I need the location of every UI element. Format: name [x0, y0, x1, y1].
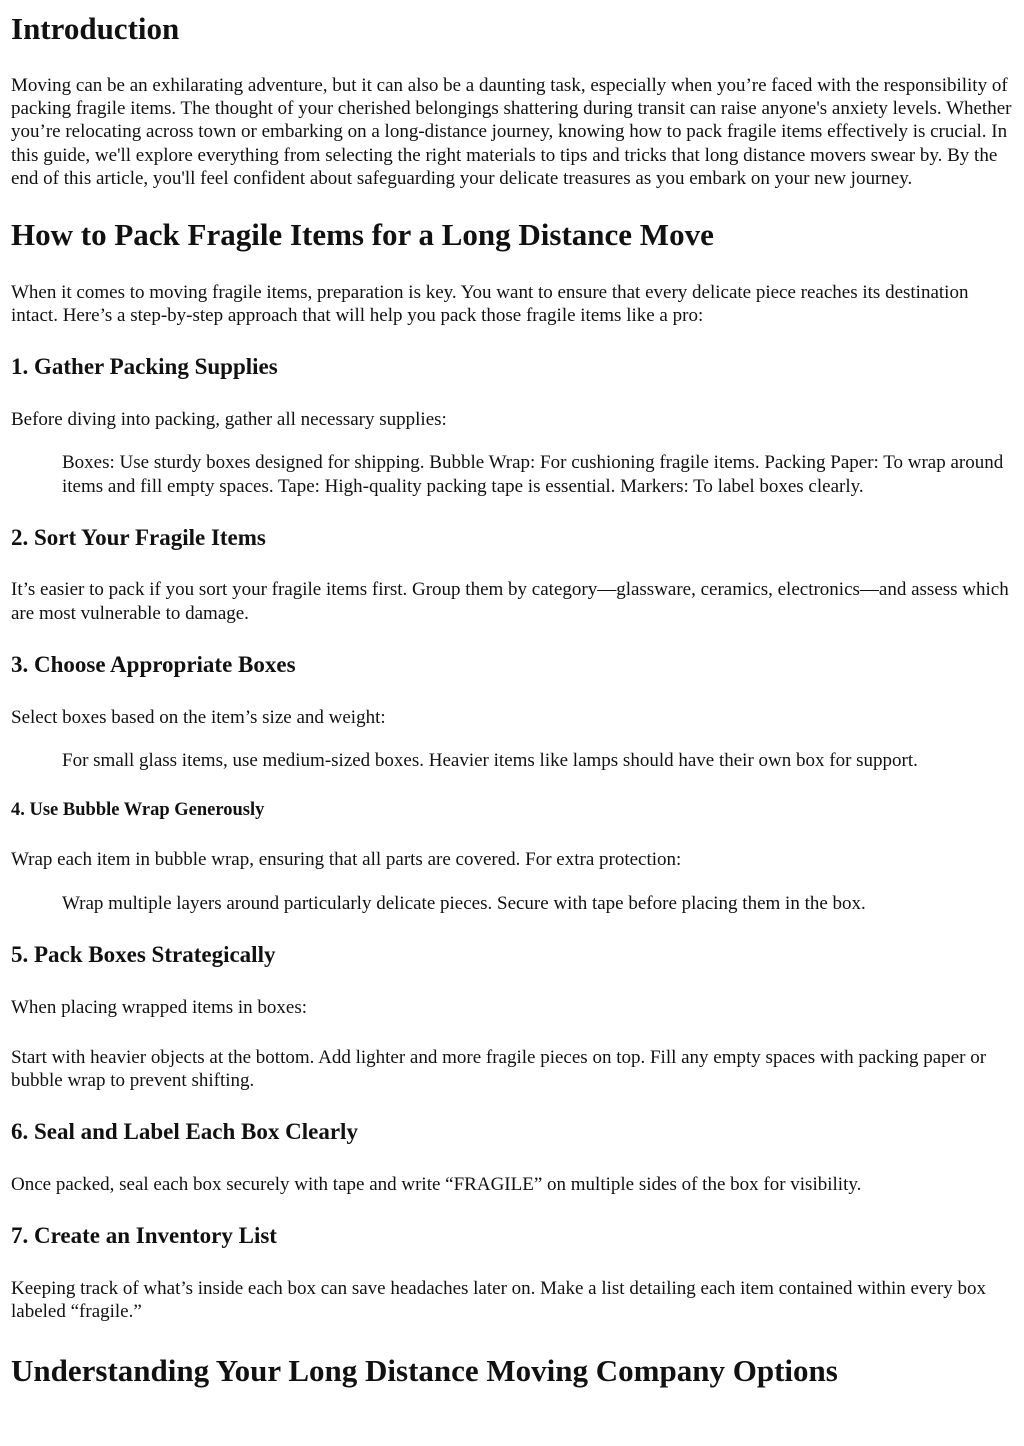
step-4-heading: 4. Use Bubble Wrap Generously — [11, 800, 265, 821]
step-1-paragraph: Before diving into packing, gather all necessary supplies: — [11, 408, 447, 430]
step-4-paragraph: Wrap each item in bubble wrap, ensuring that all parts are covered. For extra protection: — [11, 849, 682, 871]
step-3-paragraph: Select boxes based on the item’s size and weight: — [11, 706, 386, 728]
step-5-heading: 5. Pack Boxes Strategically — [11, 942, 276, 967]
step-3-heading: 3. Choose Appropriate Boxes — [11, 652, 296, 678]
step-6-heading: 6. Seal and Label Each Box Clearly — [11, 1119, 358, 1145]
section-title: How to Pack Fragile Items for a Long Distance Move — [11, 217, 714, 253]
section-intro-paragraph: When it comes to moving fragile items, preparation is key. You want to ensure that every delicate piece reaches its destination intact. Here’s a step-by-step approach that will help you pack those fragile items like a pro: — [11, 281, 969, 327]
step-7-paragraph: Keeping track of what’s inside each box can save headaches later on. Make a list detailing each item contained within every box labeled “fragile.” — [11, 1277, 986, 1323]
step-1-supplies-quote: Boxes: Use sturdy boxes designed for shipping. Bubble Wrap: For cushioning fragile items. Packing Paper: To wrap around items and fill empty spaces. Tape: High-quality packing tape is essential. Markers: To label boxes clearly. — [62, 452, 1004, 497]
step-2-heading: 2. Sort Your Fragile Items — [11, 524, 266, 550]
intro-paragraph: Moving can be an exhilarating adventure, but it can also be a daunting task, especially when you’re faced with the responsibility of packing fragile items. The thought of your cherished belongings shattering during transit can raise anyone's anxiety levels. Whether you’re relocating across town or embarking on a long-distance journey, knowing how to pack fragile items effectively is crucial. In this guide, we'll explore everything from selecting the right materials to tips and tricks that long distance movers swear by. By the end of this article, you'll feel confident about safeguarding your delicate treasures as you embark on your new journey. — [11, 74, 1012, 189]
step-6-paragraph: Once packed, seal each box securely with tape and write “FRAGILE” on multiple sides of the box for visibility. — [11, 1174, 862, 1196]
step-5-paragraph: When placing wrapped items in boxes: — [11, 996, 308, 1018]
step-1-heading: 1. Gather Packing Supplies — [11, 354, 278, 380]
step-4-wrap-quote: Wrap multiple layers around particularly delicate pieces. Secure with tape before placing them in the box. — [62, 892, 866, 914]
step-5-paragraph-2: Start with heavier objects at the bottom. Add lighter and more fragile pieces on top. Fill any empty spaces with packing paper or bubble wrap to prevent shifting. — [11, 1046, 987, 1092]
step-2-paragraph: It’s easier to pack if you sort your fragile items first. Group them by category—glassware, ceramics, electronics—and assess which are most vulnerable to damage. — [11, 579, 1009, 624]
page-title: Introduction — [11, 11, 180, 46]
step-7-heading: 7. Create an Inventory List — [11, 1223, 277, 1249]
section-2-title: Understanding Your Long Distance Moving Company Options — [11, 1352, 838, 1388]
step-3-boxes-quote: For small glass items, use medium-sized boxes. Heavier items like lamps should have their own box for support. — [62, 749, 918, 771]
